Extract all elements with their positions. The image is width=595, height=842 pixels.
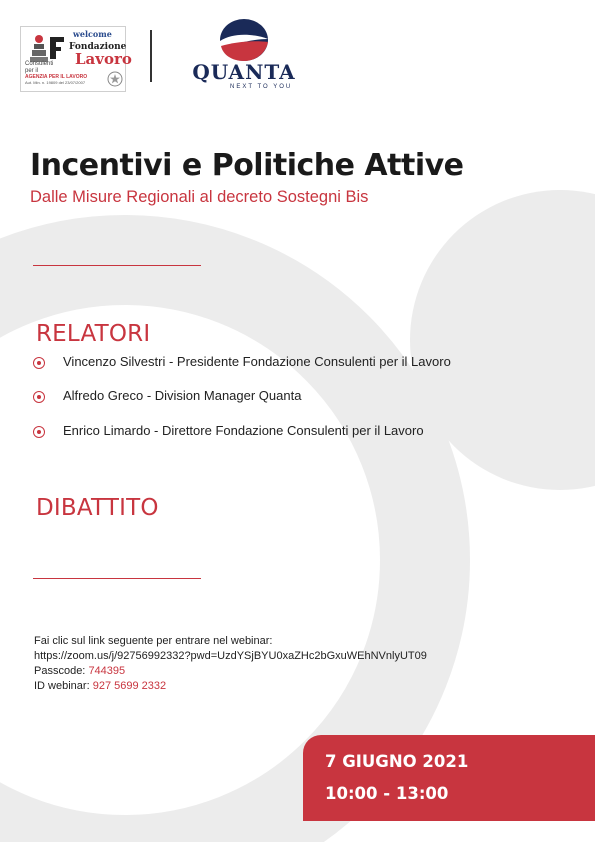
speaker-text: Vincenzo Silvestri - Presidente Fondazione Consulenti per il Lavoro [63,354,451,369]
webinar-id-line [34,679,427,694]
republic-emblem-icon [107,71,123,87]
quanta-tagline: NEXT TO YOU [230,84,293,90]
quanta-wordmark: QUANTA [192,60,296,84]
welcome-label: welcome [73,29,112,39]
speaker-text: Alfredo Greco - Division Manager Quanta [63,388,302,403]
fondazione-label: Fondazione [69,42,127,52]
debate-heading: DIBATTITO [36,495,159,521]
event-date-box [303,735,595,821]
lavoro-label: Lavoro [75,50,132,68]
speakers-heading: RELATORI [36,321,151,347]
passcode-label: Passcode: [34,665,86,677]
divider-bottom [33,578,201,579]
agency-label: AGENZIA PER IL LAVORO [25,74,88,80]
passcode-value: 744395 [88,665,126,677]
event-time: 10:00 - 13:00 [325,784,449,803]
consulenti-label: Consulenti per il [25,61,54,74]
webinar-link[interactable]: https://zoom.us/j/92756992332?pwd=UzdYSjBYU0xaZHc2bGxuWEhNVnlyUT09 [34,650,427,662]
divider-top [33,265,201,266]
page-subtitle: Dalle Misure Regionali al decreto Sostegni Bis [30,188,369,206]
event-date: 7 GIUGNO 2021 [325,752,469,771]
bullet-icon [33,426,45,438]
logo-divider [150,30,152,82]
webinar-id-value: 927 5699 2332 [92,680,167,692]
authorization-label: Aut. Min. n. 19809 del 23/07/2007 [25,80,86,85]
speaker-text: Enrico Limardo - Direttore Fondazione Consulenti per il Lavoro [63,423,424,438]
webinar-intro: Fai clic sul link seguente per entrare nel webinar: [34,635,273,647]
fondazione-lavoro-logo [20,26,132,92]
page-title: Incentivi e Politiche Attive [30,148,464,183]
webinar-info [34,634,427,694]
webinar-id-label: ID webinar: [34,680,90,692]
bullet-icon [33,391,45,403]
bullet-icon [33,357,45,369]
passcode-line [34,664,427,679]
